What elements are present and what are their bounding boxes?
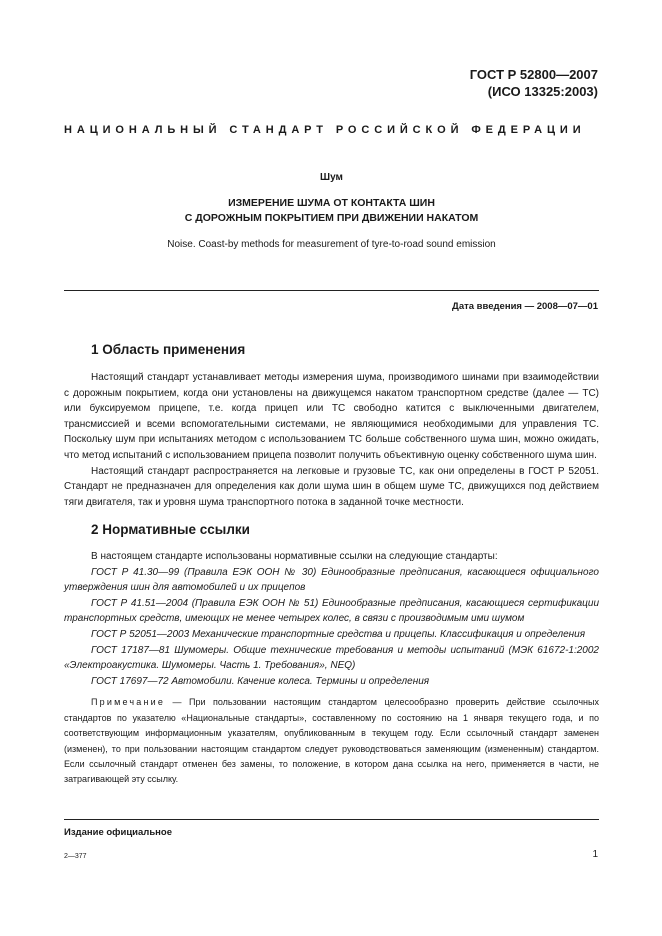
standard-code: ГОСТ Р 52800—2007	[469, 67, 598, 82]
reference-item: ГОСТ Р 41.30—99 (Правила ЕЭК ООН № 30) Единообразные предписания, касающиеся официального утверждения шин для автомобилей и их прицепов	[64, 566, 599, 594]
section-normative-references	[64, 522, 599, 788]
title-main-line-2: С ДОРОЖНЫМ ПОКРЫТИЕМ ПРИ ДВИЖЕНИИ НАКАТОМ	[184, 212, 479, 224]
references-note	[64, 695, 599, 787]
footer-divider	[64, 819, 599, 820]
page-number: 1	[592, 849, 598, 860]
iso-code: (ИСО 13325:2003)	[487, 84, 598, 99]
sheet-code: 2—377	[64, 853, 87, 860]
section-1-paragraph-1: Настоящий стандарт устанавливает методы измерения шума, производимого шинами при взаимодействии с дорожным покрытием, когда они установлены на движущемся накатом транспортном средстве (далее — ТС) или буксируемом прицепе, т.е. когда прицеп или ТС свободно катится с выключенными двигателем, трансмиссией и всеми вспомогательными системами, не являющимися необходимыми для управления ТС. Поскольку шум при испытаниях методом с использованием ТС больше собственного шума шин, можно ожидать, что метод испытаний с использованием прицепа позволит получить объективную оценку собственного шума шин.	[64, 372, 599, 461]
header-divider	[64, 290, 599, 291]
reference-item: ГОСТ 17187—81 Шумомеры. Общие технические требования и методы испытаний (МЭК 61672-1:2002 «Электроакустика. Шумомеры. Часть 1. Требования», NEQ)	[64, 644, 599, 672]
section-scope	[64, 342, 599, 510]
standard-code-block	[470, 66, 598, 100]
reference-item: ГОСТ Р 52051—2003 Механические транспортные средства и прицепы. Классификация и определения	[91, 628, 586, 640]
title-block	[64, 172, 599, 250]
references-intro: В настоящем стандарте использованы нормативные ссылки на следующие стандарты:	[91, 551, 498, 562]
section-2-heading: 2 Нормативные ссылки	[91, 522, 250, 537]
section-1-paragraph-2: Настоящий стандарт распространяется на легковые и грузовые ТС, как они определены в ГОСТ Р 52051. Стандарт не предназначен для определения как доли шума шин в общем шуме ТС, движущихся под действием тяги двигателя, так и уровня шума транспортного потока в заданной точке местности.	[64, 465, 599, 508]
title-english: Noise. Coast-by methods for measurement of tyre-to-road sound emission	[167, 239, 496, 250]
title-main-line-1: ИЗМЕРЕНИЕ ШУМА ОТ КОНТАКТА ШИН	[228, 197, 435, 209]
national-standard-title: НАЦИОНАЛЬНЫЙ СТАНДАРТ РОССИЙСКОЙ ФЕДЕРАЦИИ	[64, 124, 586, 136]
note-text: — При пользовании настоящим стандартом целесообразно проверить действие ссылочных стандартов по указателю «Национальные стандарты», составленному по состоянию на 1 января текущего года, и по соответствующим информационным указателям, опубликованным в текущем году. Если ссылочный стандарт заменен (изменен), то при пользовании настоящим стандартом следует руководствоваться заменяющим (измененным) стандартом. Если ссылочный стандарт отменен без замены, то положение, в котором дана ссылка на него, применяется в части, не затрагивающей эту ссылку.	[64, 697, 599, 785]
note-label: Примечание	[91, 697, 166, 708]
introduction-date: Дата введения — 2008—07—01	[452, 301, 598, 312]
reference-item: ГОСТ 17697—72 Автомобили. Качение колеса. Термины и определения	[91, 675, 430, 687]
official-edition-label: Издание официальное	[64, 827, 172, 838]
title-short: Шум	[320, 172, 343, 183]
section-1-heading: 1 Область применения	[91, 342, 246, 357]
reference-item: ГОСТ Р 41.51—2004 (Правила ЕЭК ООН № 51) Единообразные предписания, касающиеся сертификации транспортных средств, имеющих не менее четырех колес, в связи с производимым ими шумом	[64, 597, 599, 625]
